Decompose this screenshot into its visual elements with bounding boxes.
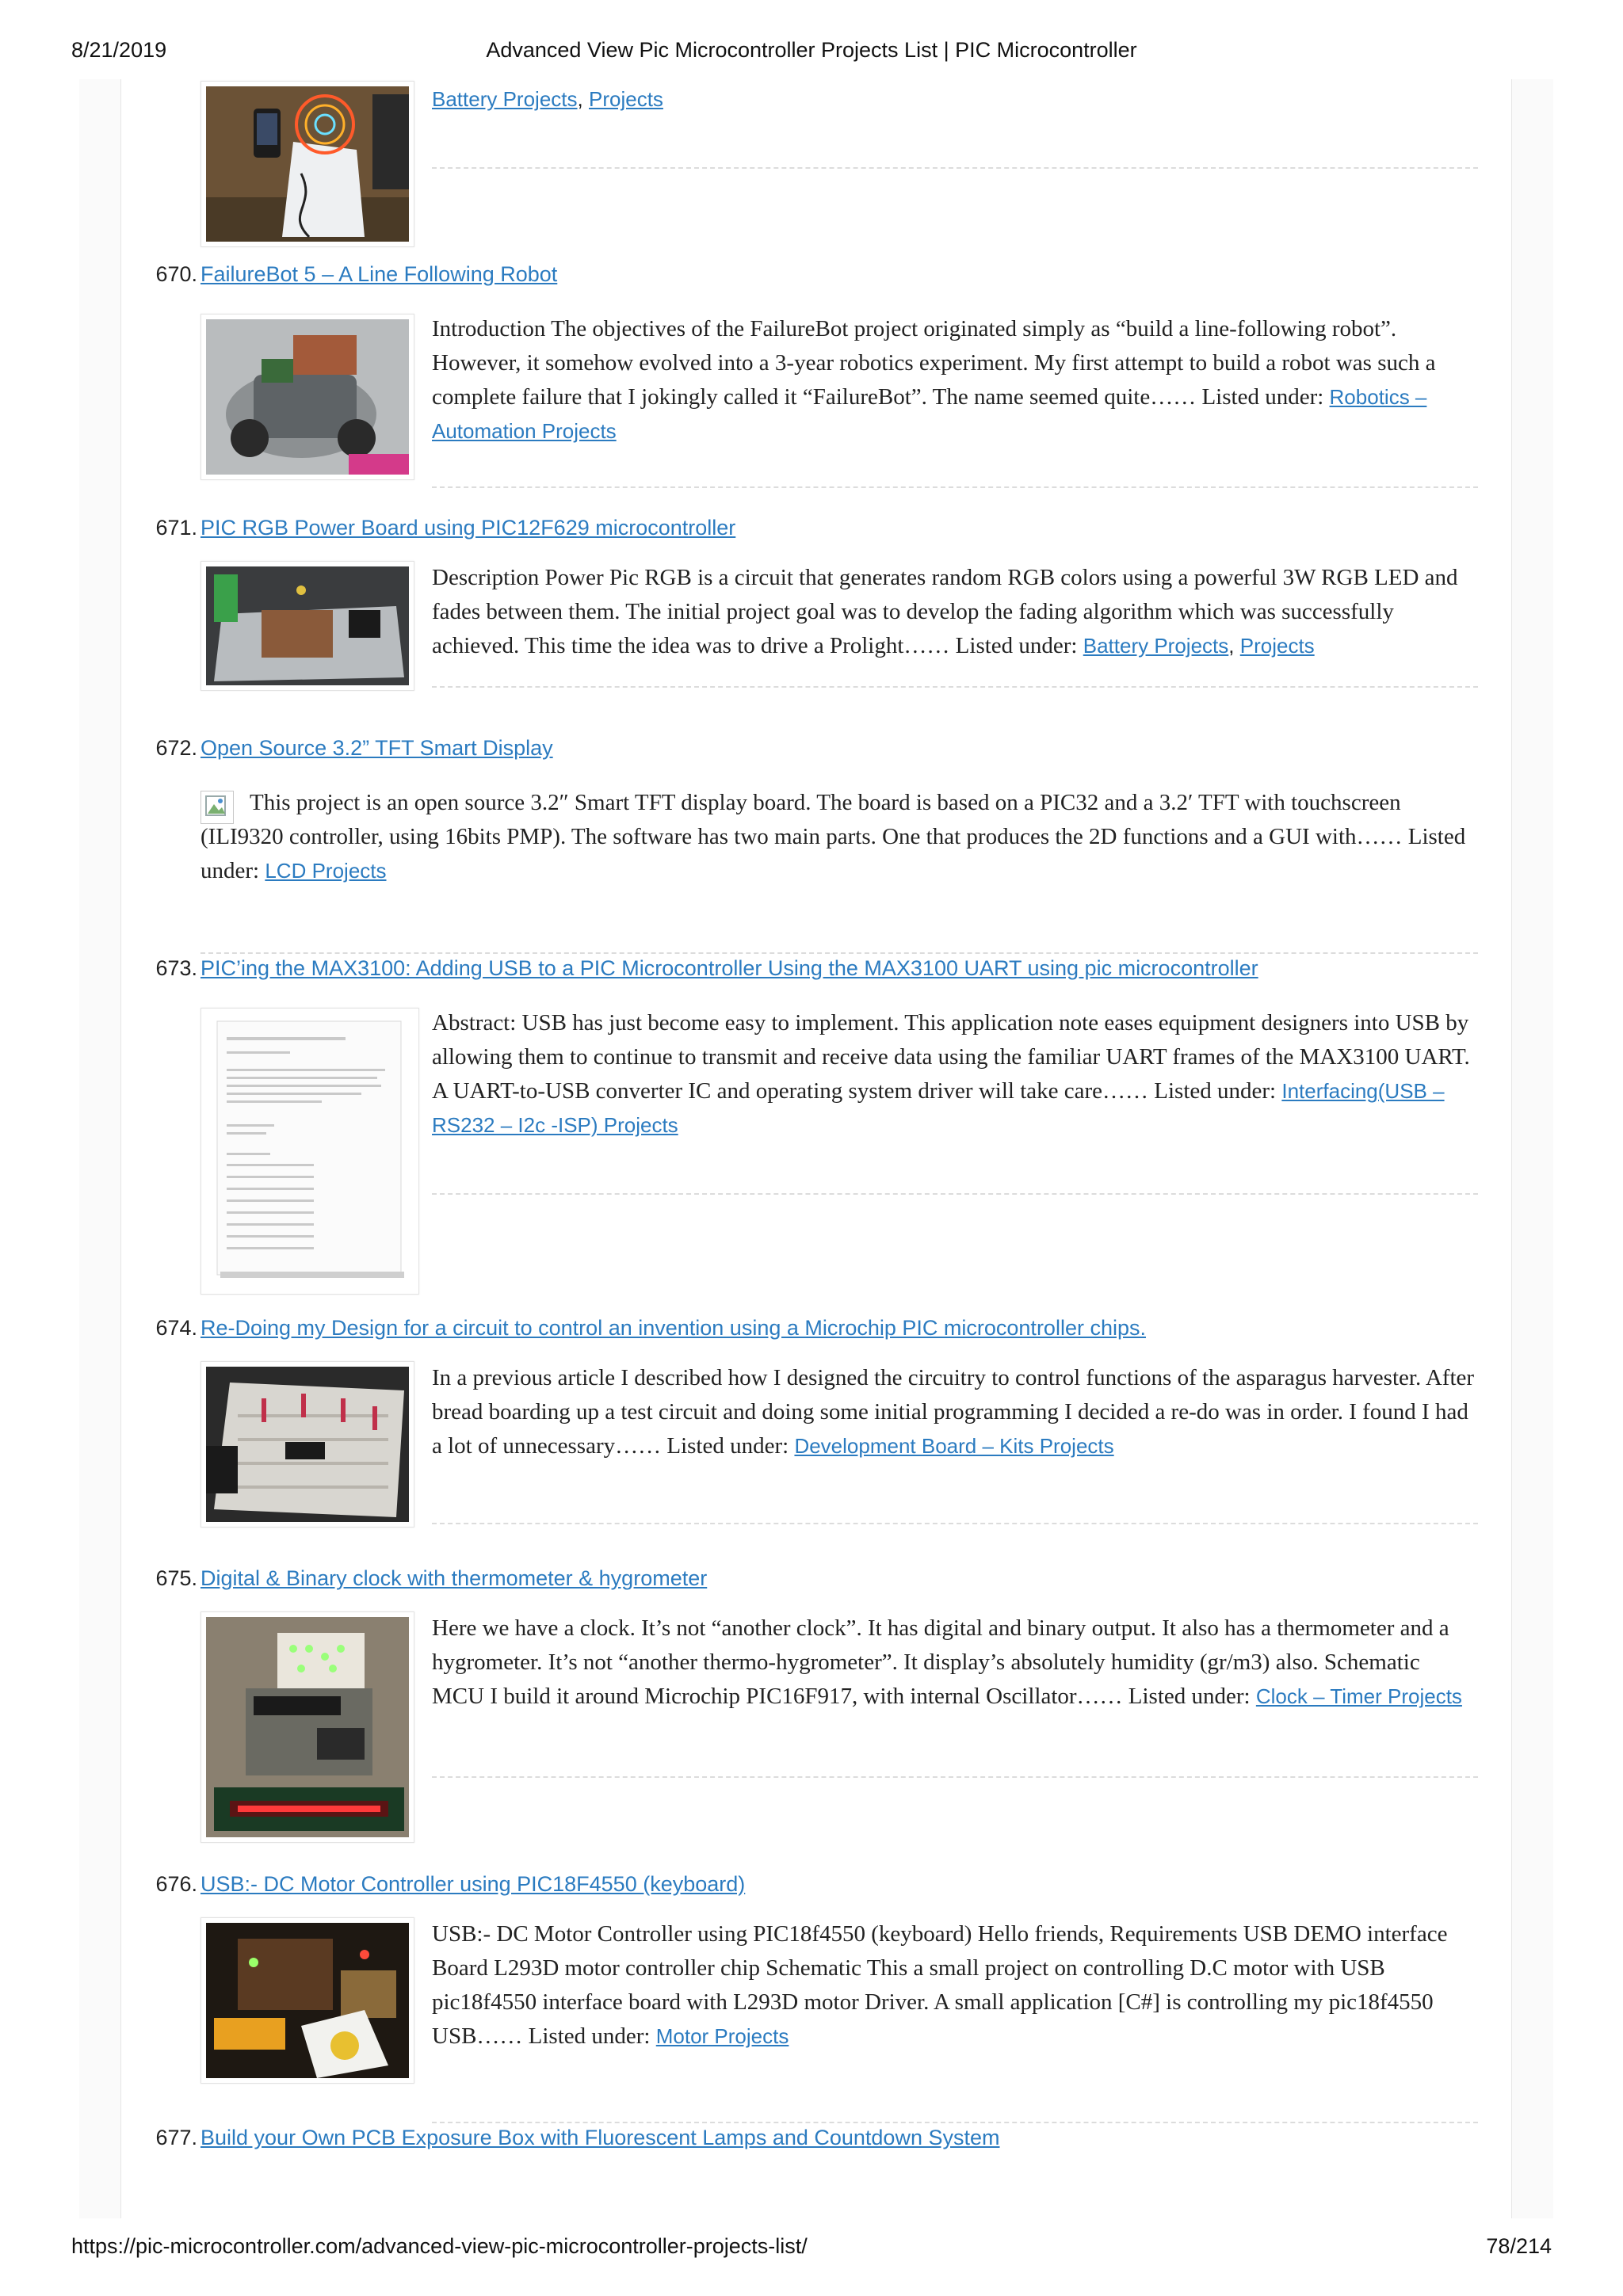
motor-controller-photo <box>206 1923 409 2078</box>
app-note-document <box>206 1013 414 1289</box>
project-thumbnail[interactable] <box>200 561 414 691</box>
robot-photo <box>206 319 409 475</box>
page-sheet <box>79 79 1553 2218</box>
description-text: Abstract: USB has just become easy to implement. This application note eases equipment designers into USB by allowing them to continue to transmit and receive data using the familiar UART frames of the MAX3100 UART. A UART-to-USB converter IC and operating system driver will take care…… Listed under: <box>432 1010 1470 1104</box>
project-thumbnail[interactable] <box>200 1008 419 1295</box>
clock-photo <box>206 1617 409 1837</box>
pov-display-photo <box>206 86 409 242</box>
category-link[interactable]: Battery Projects <box>432 87 578 111</box>
project-list <box>120 79 1512 2218</box>
project-description <box>432 1917 1478 2054</box>
breadboard-photo <box>206 1367 409 1522</box>
description-text: Introduction The objectives of the FailureBot project originated simply as “build a line-following robot”. However, it somehow evolved into a 3-year robotics experiment. My first attempt to build a robot was such a complete failure that I jokingly called it “FailureBot”. The name seemed quite…… Listed under: <box>432 316 1436 410</box>
project-title-link[interactable]: Re-Doing my Design for a circuit to control an invention using a Microchip PIC microcontroller chips. <box>200 1316 1146 1340</box>
project-thumbnail[interactable] <box>200 1917 414 2084</box>
project-categories: Battery Projects, Projects <box>432 87 663 111</box>
print-page-title: Advanced View Pic Microcontroller Projects List | PIC Microcontroller <box>486 38 1137 62</box>
category-link[interactable]: Battery Projects <box>1083 634 1229 658</box>
category-link[interactable]: Clock – Timer Projects <box>1255 1684 1462 1708</box>
category-link[interactable]: LCD Projects <box>265 859 387 883</box>
project-description <box>432 1006 1478 1142</box>
category-link[interactable]: Interfacing(USB – RS232 – I2c -ISP) Projects <box>432 1079 1445 1137</box>
item-number: 672. <box>155 736 197 760</box>
item-divider <box>432 1523 1478 1524</box>
rgb-board-photo <box>206 566 409 685</box>
category-link[interactable]: Robotics – Automation Projects <box>432 385 1427 443</box>
print-footer <box>71 2234 1552 2266</box>
project-thumbnail[interactable] <box>200 81 414 247</box>
project-title-link[interactable]: Build your Own PCB Exposure Box with Fluorescent Lamps and Countdown System <box>200 2126 1000 2149</box>
item-divider <box>432 686 1478 688</box>
category-link[interactable]: Motor Projects <box>655 2024 789 2048</box>
item-number: 670. <box>155 262 197 286</box>
print-page-number: 78/214 <box>1486 2234 1552 2258</box>
item-number: 675. <box>155 1566 197 1590</box>
description-text: In a previous article I described how I designed the circuitry to control functions of the asparagus harvester. After bread boarding up a test circuit and doing some initial programming I decided a re-do was in order. I found I had a lot of unnecessary…… Listed under: <box>432 1365 1475 1459</box>
description-text: This project is an open source 3.2″ Smart TFT display board. The board is based on a PIC32 and a 3.2′ TFT with touchscreen (ILI9320 controller, using 16bits PMP). The software has two main parts. One that produces the 2D functions and a GUI with…… Listed under: <box>200 790 1466 883</box>
item-number: 671. <box>155 516 197 540</box>
category-link[interactable]: Development Board – Kits Projects <box>794 1434 1114 1458</box>
item-number: 673. <box>155 956 197 980</box>
project-description <box>432 1611 1478 1714</box>
description-text: Here we have a clock. It’s not “another clock”. It has digital and binary output. It also has a thermometer and a hygrometer. It’s not “another thermo-hygrometer”. It display’s absolutely humidity (gr/m3) also. Schematic MCU I build it around Microchip PIC16F917, with internal Oscillator…… Listed under: <box>432 1615 1449 1709</box>
print-date: 8/21/2019 <box>71 38 167 62</box>
print-url: https://pic-microcontroller.com/advanced-view-pic-microcontroller-projects-list/ <box>71 2234 808 2258</box>
project-description <box>432 1361 1478 1463</box>
project-description <box>200 786 1476 888</box>
item-number: 674. <box>155 1316 197 1340</box>
project-thumbnail[interactable] <box>200 1611 414 1843</box>
project-thumbnail[interactable] <box>200 1361 414 1527</box>
category-link[interactable]: Projects <box>1239 634 1315 658</box>
item-number: 677. <box>155 2126 197 2149</box>
project-title-link[interactable]: Digital & Binary clock with thermometer & hygrometer <box>200 1566 708 1590</box>
project-title-link[interactable]: Open Source 3.2” TFT Smart Display <box>200 736 553 760</box>
project-title-link[interactable]: FailureBot 5 – A Line Following Robot <box>200 262 558 286</box>
description-text: Description Power Pic RGB is a circuit that generates random RGB colors using a powerful 3W RGB LED and fades between them. The initial project goal was to develop the fading algorithm which was successfully achieved. This time the idea was to drive a Prolight…… Listed under: <box>432 565 1458 658</box>
project-description <box>432 312 1478 448</box>
item-number: 676. <box>155 1872 197 1896</box>
item-divider <box>432 1193 1478 1195</box>
item-divider <box>432 486 1478 488</box>
project-title-link[interactable]: PIC’ing the MAX3100: Adding USB to a PIC Microcontroller Using the MAX3100 UART using pic microcontroller <box>200 956 1258 980</box>
project-title-link[interactable]: PIC RGB Power Board using PIC12F629 microcontroller <box>200 516 736 540</box>
project-title-link[interactable]: USB:- DC Motor Controller using PIC18F4550 (keyboard) <box>200 1872 746 1896</box>
item-divider <box>432 167 1478 169</box>
category-link[interactable]: Projects <box>589 87 663 111</box>
item-divider <box>432 1776 1478 1778</box>
project-description: Description Power Pic RGB is a circuit that generates random RGB colors using a powerful 3W RGB LED and fades between them. The initial project goal was to develop the fading algorithm which was successfully achieved. This time the idea was to drive a Prolight…… Listed under: Battery Projects, Projects <box>432 565 1458 658</box>
description-text: USB:- DC Motor Controller using PIC18f4550 (keyboard) Hello friends, Requirements USB DEMO interface Board L293D motor controller chip Schematic This a small project on controlling D.C motor with USB pic18f4550 interface board with L293D motor Driver. A small application [C#] is controlling my pic18f4550 USB…… Listed under: <box>432 1921 1448 2049</box>
print-header <box>71 38 1552 70</box>
project-thumbnail[interactable] <box>200 314 414 480</box>
